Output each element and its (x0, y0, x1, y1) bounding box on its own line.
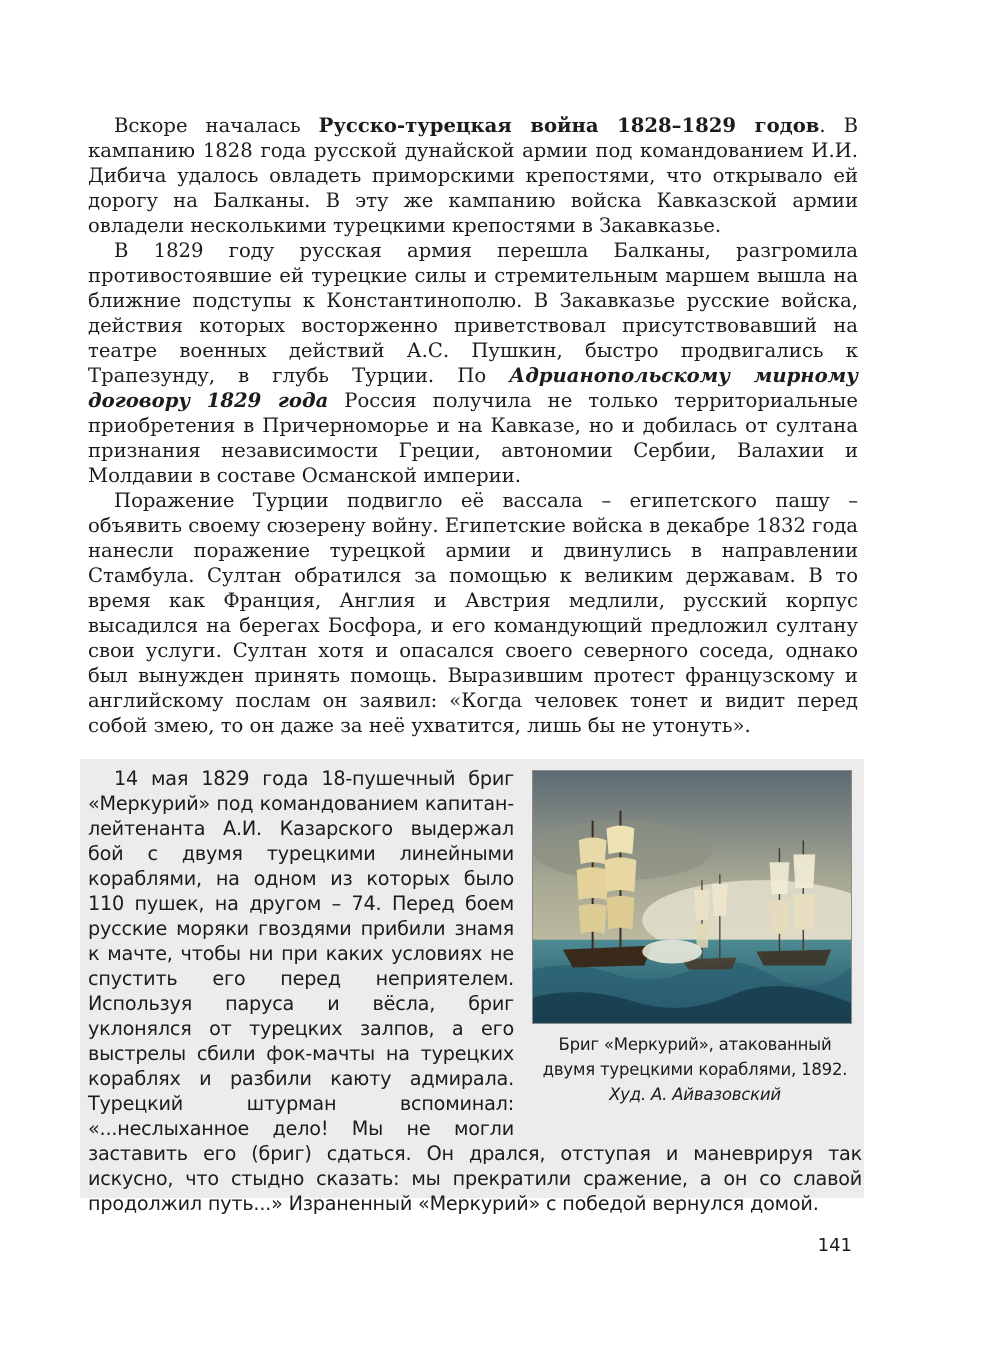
figure-caption (528, 1032, 862, 1107)
main-text (88, 113, 858, 738)
figure-mercury (528, 770, 862, 1116)
caption-line-1: Бриг «Меркурий», атакованный (558, 1035, 832, 1054)
paragraph-1829: В 1829 году русская армия перешла Балканы, разгромила противостоявшие ей турецкие силы и стремительным маршем вышла на ближние подступы к Константинополю. В Закавказье русские войска, действия которых восторженно приветствовал присутствовавший на театре военных действий А.С. Пушкин, быстро продвигались к Трапезунду, в глубь Турции. По Адрианопольскому мирному договору 1829 года Россия получила не только территориальные приобретения в Причерноморье и на Кавказе, но и добилась от султана признания независимости Греции, автономии Сербии, Валахии и Молдавии в составе Османской империи. (88, 239, 858, 487)
term-adrianople-treaty: Адрианопольскому мирному договору 1829 года (88, 364, 858, 412)
box-text (88, 766, 862, 1216)
painting-brig-mercury (532, 770, 852, 1024)
paragraph-war-1828: Вскоре началась Русско-турецкая война 1828–1829 годов. В кампанию 1828 года русской дунайской армии под командованием И.И. Дибича удалось овладеть приморскими крепостями, что открывало ей дорогу на Балканы. В эту же кампанию войска Кавказской армии овладели несколькими турецкими крепостями в Закавказье. (88, 114, 859, 237)
box-paragraph: 14 мая 1829 года 18-пушечный бриг «Меркурий» под командованием капитан-лейтенанта А.И. Казарского выдержал бой с двумя турецкими линейными кораблями, на одном из которых было 110 пушек, на другом – 74. Перед боем русские моряки гвоздями прибили знамя к мачте, чтобы ни при каких условиях не спустить его перед неприятелем. Используя паруса и вёсла, бриг уклонялся от турецких залпов, а его выстрелы сбили фок-мачты на турецких кораблях и разбили каюту адмирала. Турецкий штурман вспоминал: «...неслыханное дело! Мы не могли заставить его (бриг) сдаться. Он дрался, отступая и маневрируя так искусно, что стыдно сказать: мы прекратили сражение, а он со славой продолжил путь...» Израненный «Меркурий» с победой вернулся домой. (88, 767, 862, 1215)
page-number: 141 (817, 1235, 852, 1256)
term-russo-turkish-war: Русско-турецкая война 1828–1829 годов (318, 114, 820, 137)
paragraph-egypt: Поражение Турции подвигло её вассала – египетского пашу – объявить своему сюзерену войну. Египетские войска в декабре 1832 года нанесли поражение турецкой армии и двинулись в направлении Стамбула. Султан обратился за помощью к великим державам. В то время как Франция, Англия и Австрия медлили, русский корпус высадился на берегах Босфора, и его командующий предложил султану свои услуги. Султан хотя и опасался своего северного соседа, однако был вынужден принять помощь. Выразившим протест французскому и английскому послам он заявил: «Когда человек тонет и видит перед собой змею, то он даже за неё ухватится, лишь бы не утонуть». (88, 489, 858, 737)
seascape-image (533, 771, 851, 1023)
caption-artist: Худ. А. Айвазовский (609, 1085, 781, 1104)
caption-line-2: двумя турецкими кораблями, 1892. (542, 1060, 848, 1079)
